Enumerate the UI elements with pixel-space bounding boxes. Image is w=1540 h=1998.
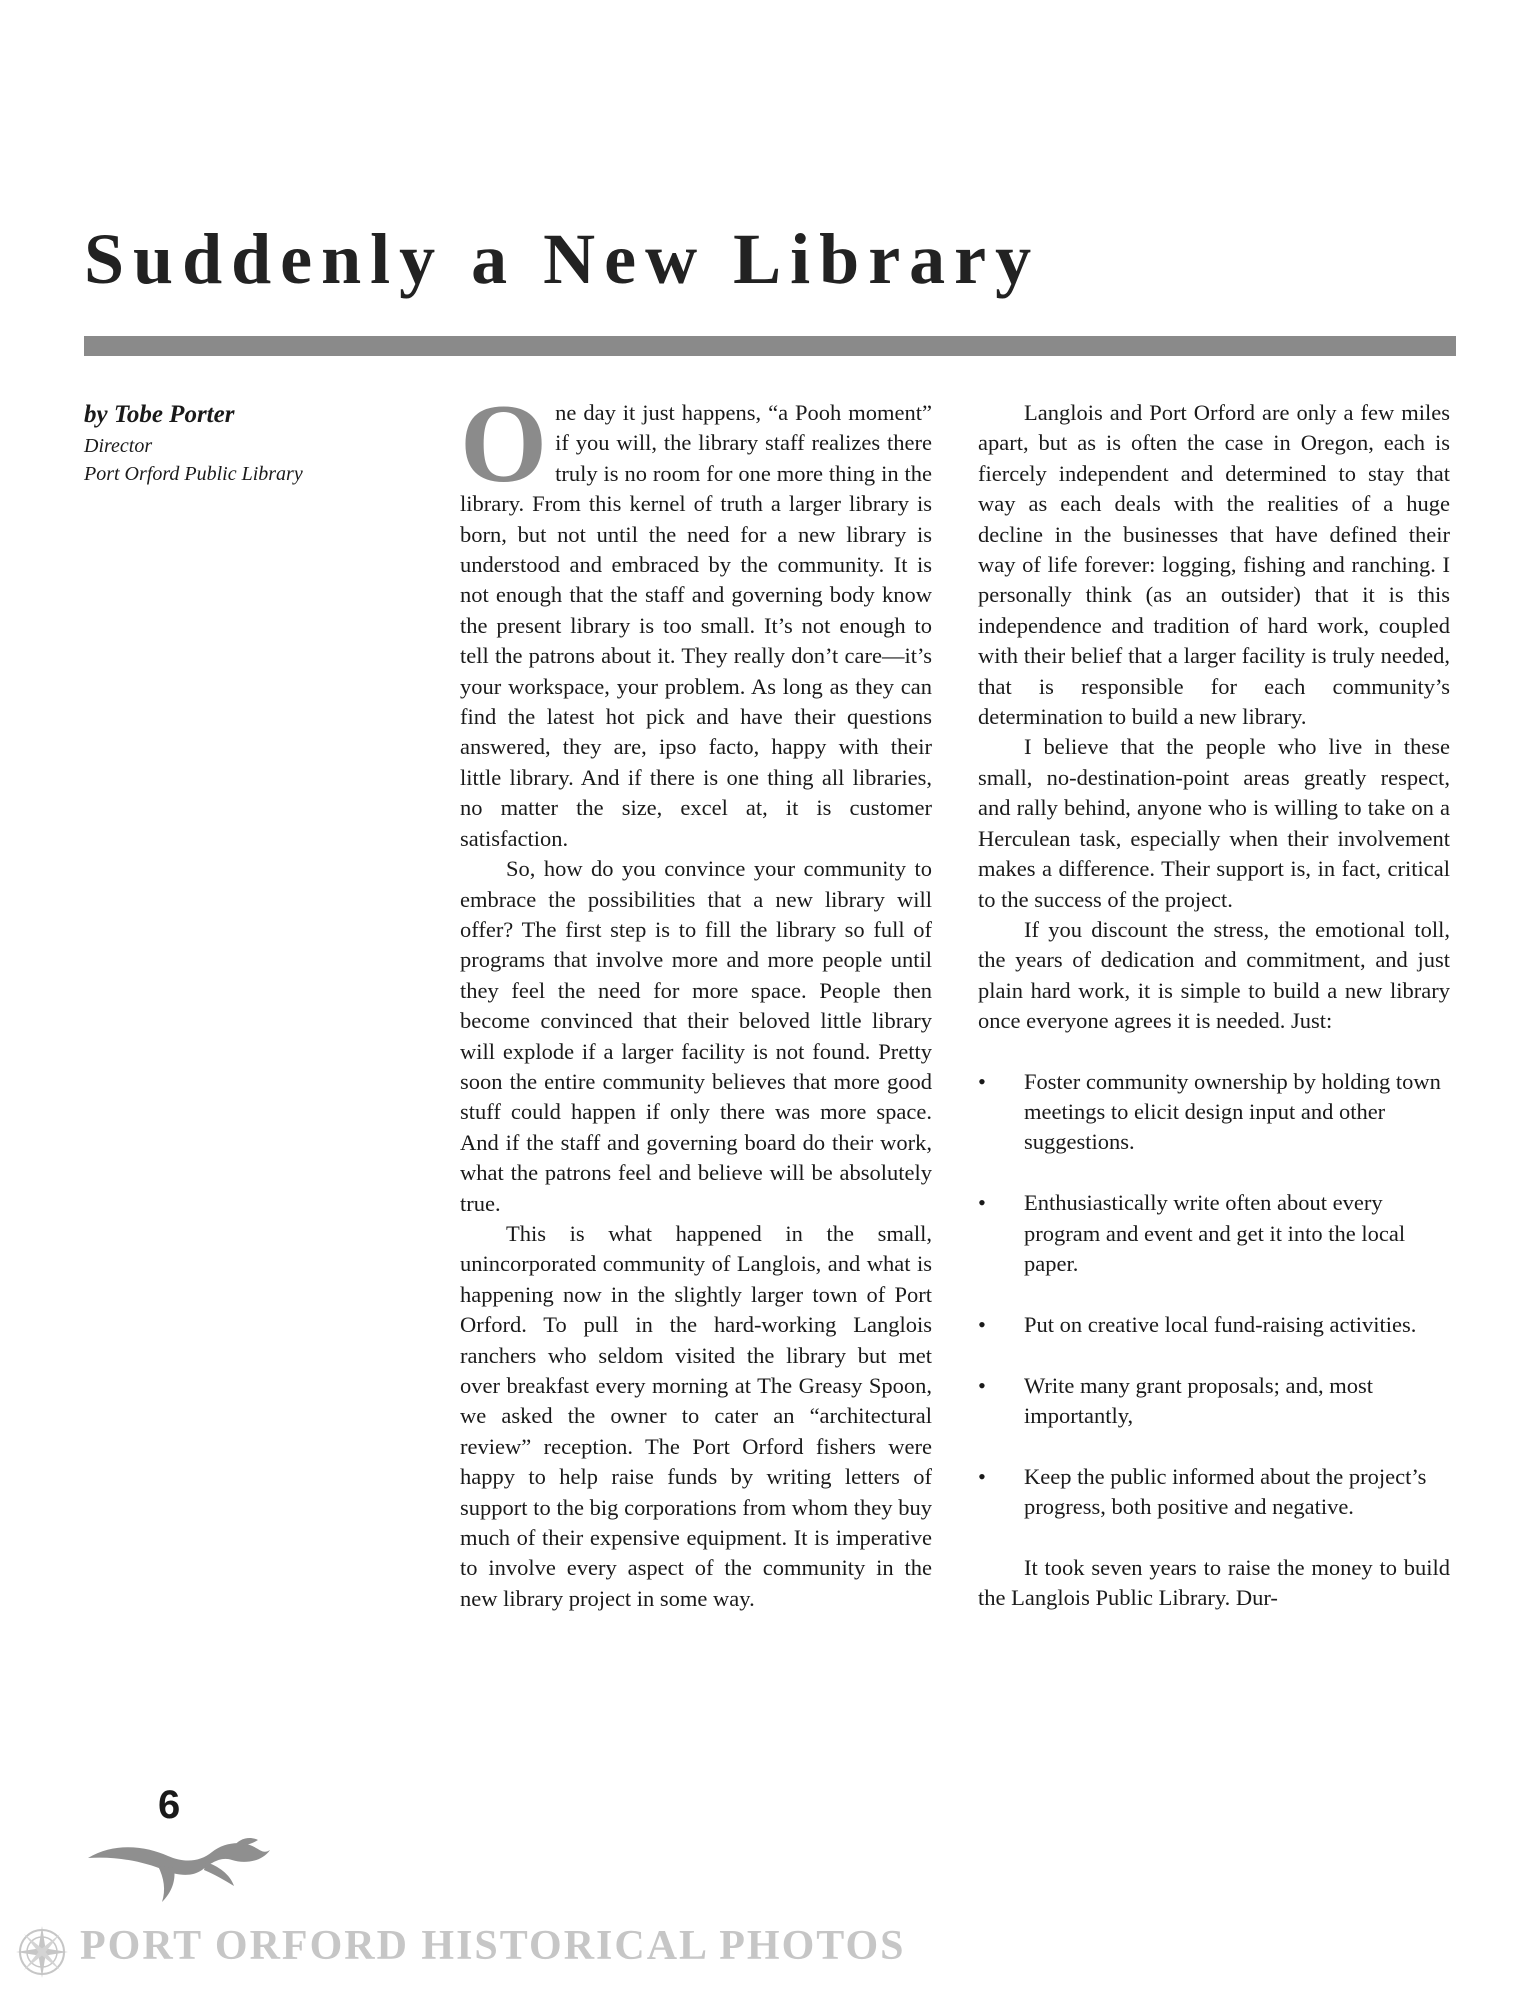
byline-author: by Tobe Porter — [84, 401, 235, 428]
paragraph: Langlois and Port Orford are only a few miles apart, but as is often the case in Oregon, each is fiercely independent and determined to stay that way as each deals with the realities of a huge decline in the businesses that have defined their way of life forever: logging, fishing and ranching. I personally think (as an outsider) that it is this independence and tradition of hard work, coupled with their belief that a larger facility is truly needed, that is responsible for each community’s determination to build a new library. — [978, 400, 1450, 730]
paragraph-text: ne day it just happens, “a Pooh moment” if you will, the library staff realizes there truly is no room for one more thing in the library. From this kernel of truth a larger library is born, but not until the need for a new library is understood and embraced by the community. It is not enough that the staff and governing body know the present library is too small. It’s not enough to tell the patrons about it. They really don’t care—it’s your workspace, your problem. As long as they can find the latest hot pick and have their questions answered, they are, ipso facto, happy with their little library. And if there is one thing all libraries, no matter the size, excel at, it is customer satisfaction. — [460, 400, 932, 851]
drop-cap: O — [460, 382, 548, 506]
byline — [84, 398, 404, 488]
list-item: • Write many grant proposals; and, most importantly, — [978, 1371, 1450, 1432]
paragraph: This is what happened in the small, unincorporated community of Langlois, and what is happening now in the slightly larger town of Port Orford. To pull in the hard-working Langlois ranchers who seldom visited the library but met over breakfast every morning at The Greasy Spoon, we asked the owner to cater an “architectural review” reception. The Port Orford fishers were happy to help raise funds by writing letters of support to the big corporations from whom they buy much of their expensive equipment. It is imperative to involve every aspect of the community in the new library project in some way. — [460, 1220, 932, 1611]
list-item: • Keep the public informed about the project’s progress, both positive and negative. — [978, 1462, 1450, 1523]
compass-rose-icon — [14, 1924, 70, 1980]
list-item: • Foster community ownership by holding town meetings to elicit design input and other suggestions. — [978, 1067, 1450, 1158]
list-item: • Put on creative local fund-raising activities. — [978, 1310, 1450, 1340]
paragraph: I believe that the people who live in these small, no-destination-point areas greatly respect, and rally behind, anyone who is willing to take on a Herculean task, especially when their involvement makes a difference. Their support is, in fact, critical to the success of the project. — [978, 734, 1450, 912]
bullet-list — [978, 1067, 1450, 1523]
leaf-scroll-ornament-icon — [84, 1836, 274, 1906]
article-title: Suddenly a New Library — [84, 219, 1041, 299]
page-number: 6 — [158, 1783, 181, 1827]
body-column-2 — [978, 398, 1450, 1614]
footer-watermark: PORT ORFORD HISTORICAL PHOTOS — [80, 1923, 906, 1969]
title-rule — [84, 336, 1456, 356]
byline-organization: Port Orford Public Library — [84, 463, 303, 485]
body-column-1 — [460, 382, 932, 1614]
list-item: • Enthusiastically write often about every program and event and get it into the local paper. — [978, 1188, 1450, 1279]
paragraph — [460, 382, 932, 854]
paragraph: It took seven years to raise the money to build the Langlois Public Library. Dur- — [978, 1554, 1450, 1611]
byline-role: Director — [84, 435, 153, 457]
paragraph: So, how do you convince your community to embrace the possibilities that a new library will offer? The first step is to fill the library so full of programs that involve more and more people until they feel the need for more space. People then become convinced that their beloved little library will explode if a larger facility is not found. Pretty soon the entire community believes that more good stuff could happen if only there was more space. And if the staff and governing board do their work, what the patrons feel and believe will be absolutely true. — [460, 856, 932, 1216]
paragraph: If you discount the stress, the emotional toll, the years of dedication and commitment, and just plain hard work, it is simple to build a new library once everyone agrees it is needed. Just: — [978, 916, 1450, 1034]
